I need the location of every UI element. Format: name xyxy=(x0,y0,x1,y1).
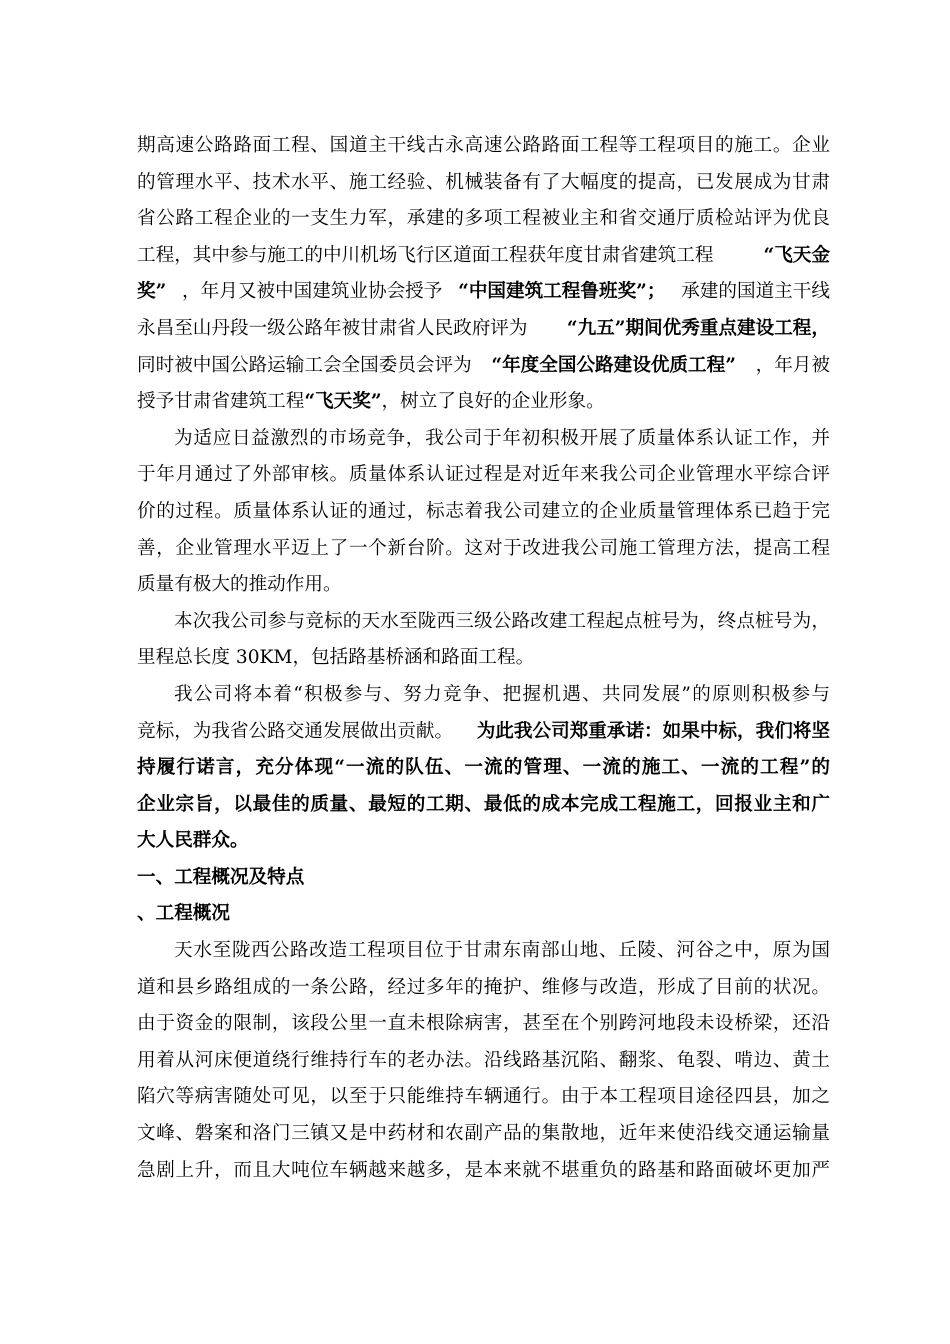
paragraph-1-line-8 xyxy=(137,384,830,421)
paragraph-2-line-3: 价的过程。质量体系认证的通过，标志着我公司建立的企业质量管理体系已趋于完 xyxy=(137,500,830,522)
paragraph-4-line-2 xyxy=(137,714,830,751)
section-heading-1: 一、工程概况及特点 xyxy=(137,866,305,888)
paragraph-2-line-2: 于年月通过了外部审核。质量体系认证过程是对近年来我公司企业管理水平综合评 xyxy=(137,464,830,486)
paragraph-5-line-3: 由于资金的限制，该段公里一直未根除病害，甚至在个别跨河地段未设桥梁，还沿 xyxy=(137,1013,830,1035)
paragraph-1-line-4 xyxy=(137,238,830,275)
award-feitian: “飞天奖” xyxy=(304,391,382,413)
paragraph-5-line-7: 急剧上升，而且大吨位车辆越来越多，是本来就不堪重负的路基和路面破坏更加严 xyxy=(137,1159,830,1181)
paragraph-1-line-3: 省公路工程企业的一支生力军，承建的多项工程被业主和省交通厅质检站评为优良 xyxy=(137,208,830,230)
paragraph-5-line-6: 文峰、磐案和洛门三镇又是中药材和农副产品的集散地，近年来使沿线交通运输量 xyxy=(137,1123,830,1145)
paragraph-3-line-2: 里程总长度 30KM，包括路基桥涵和路面工程。 xyxy=(137,647,535,669)
award-feitian-gold-end: 奖” xyxy=(137,281,167,303)
paragraph-4-line-2-text: 竞标，为我省公路交通发展做出贡献。 xyxy=(137,720,454,742)
paragraph-5-line-2: 道和县乡路组成的一条公路，经过多年的掩护、维修与改造，形成了目前的状况。 xyxy=(137,976,830,998)
paragraph-2-line-5: 质量有极大的推动作用。 xyxy=(137,574,342,596)
paragraph-1-line-8-text: 授予甘肃省建筑工程 xyxy=(137,391,305,413)
paragraph-1-line-5-text-end: 承建的国道主干线 xyxy=(681,281,830,303)
paragraph-4-line-3: 持履行诺言，充分体现“一流的队伍、一流的管理、一流的施工、一流的工程”的 xyxy=(137,757,830,779)
paragraph-5-line-5: 陷穴等病害随处可见，以至于只能维持车辆通行。由于本工程项目途径四县，加之 xyxy=(137,1086,830,1108)
paragraph-1-line-2: 的管理水平、技术水平、施工经验、机械装备有了大幅度的提高，已发展成为甘肃 xyxy=(137,171,830,193)
award-feitian-gold-start: “飞天金 xyxy=(763,244,830,266)
paragraph-1-line-5-text: ，年月又被中国建筑业协会授予 xyxy=(182,281,443,303)
paragraph-1-line-1: 期高速公路路面工程、国道主干线古永高速公路路面工程等工程项目的施工。企业 xyxy=(137,135,830,156)
paragraph-4-line-1: 我公司将本着“积极参与、努力竞争、把握机遇、共同发展”的原则积极参与 xyxy=(174,683,830,705)
award-luban: “中国建筑工程鲁班奖”； xyxy=(458,281,666,303)
paragraph-2-line-4: 善，企业管理水平迈上了一个新台阶。这对于改进我公司施工管理方法，提高工程 xyxy=(137,537,830,559)
document-page xyxy=(137,128,830,1189)
paragraph-3-line-1: 本次我公司参与竞标的天水至陇西三级公路改建工程起点桩号为，终点桩号为， xyxy=(174,610,830,632)
paragraph-1-line-5 xyxy=(137,274,830,311)
paragraph-1-line-6 xyxy=(137,311,830,348)
paragraph-1-line-6-text: 永昌至山丹段一级公路年被甘肃省人民政府评为 xyxy=(137,317,528,339)
paragraph-5-line-4: 用着从河床便道绕行维持行车的老办法。沿线路基沉陷、翻浆、龟裂、啃边、黄土 xyxy=(137,1049,830,1071)
paragraph-1-line-7-text-end: ，年月被 xyxy=(755,354,830,376)
award-ninth-five-year: “九五”期间优秀重点建设工程， xyxy=(566,317,830,339)
paragraph-1-line-7 xyxy=(137,348,830,385)
paragraph-1-line-8-text-end: ，树立了良好的企业形象。 xyxy=(381,391,605,413)
paragraph-1-line-7-text: 同时被中国公路运输工会全国委员会评为 xyxy=(137,354,472,376)
award-national-highway-quality: “年度全国公路建设优质工程” xyxy=(491,354,736,376)
paragraph-4-line-5: 大人民群众。 xyxy=(137,830,249,852)
paragraph-1-line-4-text: 工程，其中参与施工的中川机场飞行区道面工程获年度甘肃省建筑工程 xyxy=(137,244,714,266)
section-heading-1-1: 、工程概况 xyxy=(137,903,230,925)
commitment-start: 为此我公司郑重承诺：如果中标，我们将坚 xyxy=(476,720,830,742)
paragraph-2-line-1: 为适应日益激烈的市场竞争，我公司于年初积极开展了质量体系认证工作，并 xyxy=(174,427,830,449)
paragraph-4-line-4: 企业宗旨，以最佳的质量、最短的工期、最低的成本完成工程施工，回报业主和广 xyxy=(137,793,830,815)
paragraph-5-line-1: 天水至陇西公路改造工程项目位于甘肃东南部山地、丘陵、河谷之中，原为国 xyxy=(174,940,830,962)
